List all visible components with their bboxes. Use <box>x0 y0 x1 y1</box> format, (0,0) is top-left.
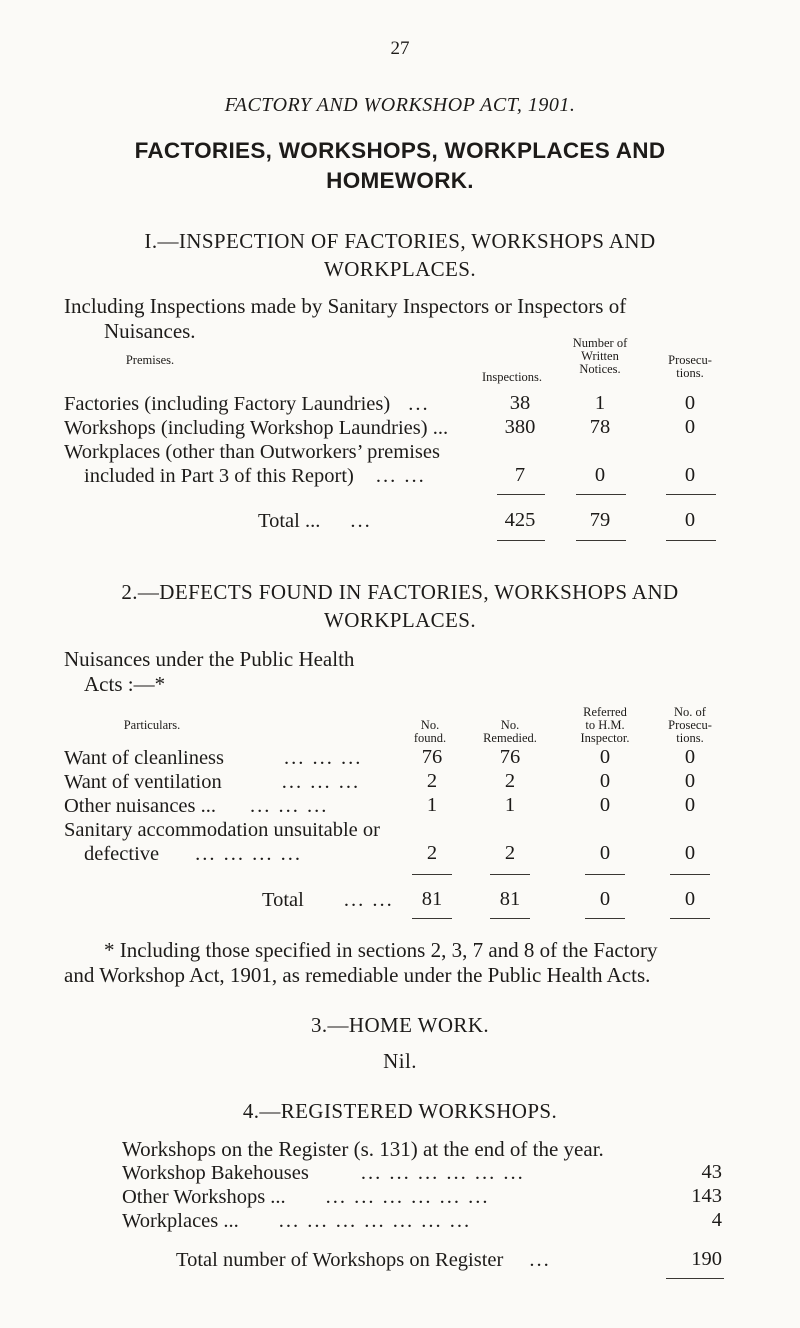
col-inspections: Inspections. <box>481 370 543 384</box>
section2-intro <box>64 647 424 697</box>
s2-row-sanitary-label: Sanitary accommodation unsuitable or <box>64 819 380 841</box>
s2-row-ventilation-remedied: 2 <box>504 770 516 792</box>
section2-heading <box>0 578 800 634</box>
s2-row-other-text: Other nuisances ... <box>64 795 216 817</box>
footnote-line2: and Workshop Act, 1901, as remediable under the Public Health Acts. <box>64 963 651 987</box>
s2-rule-found-top <box>412 874 452 875</box>
s1-total-label <box>258 509 372 533</box>
col-written: Written <box>581 349 619 363</box>
running-head: FACTORY AND WORKSHOP ACT, 1901. <box>224 94 576 116</box>
s4-total-label <box>176 1248 551 1272</box>
s4-row-other-value: 143 <box>691 1185 722 1207</box>
section2-intro-line1: Nuisances under the Public Health <box>64 647 355 671</box>
s2-row-ventilation-referred: 0 <box>599 770 611 792</box>
col-referred-2: to H.M. <box>585 718 625 732</box>
s2-row-sanitary-text2: defective <box>84 843 160 865</box>
s2-row-sanitary-referred: 0 <box>599 842 611 864</box>
s2-row-cleanliness-found: 76 <box>421 746 443 768</box>
s2-row-other-remedied: 1 <box>504 794 516 816</box>
col-remedied <box>470 719 550 745</box>
s2-total-text: Total <box>262 889 304 911</box>
s2-rule-prosecutions-top <box>670 874 710 875</box>
s1-total-prosecutions: 0 <box>684 509 696 531</box>
section2-heading-line2: WORKPLACES. <box>324 608 476 632</box>
s1-rule-notices-top <box>576 494 626 495</box>
s1-row-workplaces-inspections: 7 <box>514 464 526 486</box>
col-written-notices <box>550 337 650 376</box>
s4-total-text: Total number of Workshops on Register <box>176 1249 504 1271</box>
s2-total-leader: ... ... <box>343 889 394 911</box>
col-prosecutions-2: tions. <box>676 366 704 380</box>
s2-row-ventilation-found: 2 <box>426 770 438 792</box>
s1-row-factories-label <box>64 392 430 416</box>
s2-row-other-label <box>64 794 328 818</box>
s1-total-notices: 79 <box>589 509 611 531</box>
s2-row-ventilation-label <box>64 770 360 794</box>
s4-total-rule <box>666 1278 724 1279</box>
s2-rule-found-bottom <box>412 918 452 919</box>
s2-row-cleanliness-label <box>64 746 362 770</box>
s2-rule-remedied-bottom <box>490 918 530 919</box>
s2-rule-remedied-top <box>490 874 530 875</box>
s2-row-sanitary-leader: ... ... ... ... <box>195 843 302 865</box>
s1-row-factories-leader: ... <box>408 393 430 415</box>
s1-row-workplaces-label2 <box>84 464 426 488</box>
s1-rule-inspections-bottom <box>497 540 545 541</box>
s1-row-workplaces-notices: 0 <box>594 464 606 486</box>
col-s2-prosecutions-3: tions. <box>676 731 704 745</box>
s1-rule-notices-bottom <box>576 540 626 541</box>
col-notices: Notices. <box>579 362 621 376</box>
s2-row-cleanliness-text: Want of cleanliness <box>64 747 225 769</box>
main-title <box>0 136 800 196</box>
col-referred-1: Referred <box>583 705 627 719</box>
s4-row-workplaces-label <box>122 1209 471 1233</box>
col-prosecutions <box>650 354 730 380</box>
s1-row-factories-notices: 1 <box>594 392 606 414</box>
s4-row-bakehouses-label <box>122 1161 525 1185</box>
s2-row-cleanliness-remedied: 76 <box>499 746 521 768</box>
section2-footnote <box>64 938 754 988</box>
s2-row-ventilation-prosecutions: 0 <box>684 770 696 792</box>
col-found-2: found. <box>413 731 447 745</box>
s1-row-workshops-label: Workshops (including Workshop Laundries) ... <box>64 417 449 439</box>
section2-heading-line1: 2.—DEFECTS FOUND IN FACTORIES, WORKSHOPS AND <box>121 580 679 604</box>
s2-row-sanitary-label2 <box>84 842 302 866</box>
page-number: 27 <box>390 38 410 59</box>
s2-total-label <box>262 888 394 912</box>
s4-row-bakehouses-leader: ... ... ... ... ... ... <box>360 1162 525 1184</box>
s1-total-text: Total ... <box>258 510 321 532</box>
section2-intro-line2: Acts :—* <box>84 672 166 696</box>
col-remedied-1: No. <box>500 718 520 732</box>
s1-rule-inspections-top <box>497 494 545 495</box>
s4-row-other-label <box>122 1185 490 1209</box>
s4-total-leader: ... <box>529 1249 551 1271</box>
s2-total-found: 81 <box>421 888 443 910</box>
section1-heading <box>0 227 800 283</box>
s2-row-sanitary-remedied: 2 <box>504 842 516 864</box>
s1-row-factories-prosecutions: 0 <box>684 392 696 414</box>
s2-total-referred: 0 <box>599 888 611 910</box>
s4-row-bakehouses-value: 43 <box>701 1161 722 1183</box>
s4-row-workplaces-text: Workplaces ... <box>122 1210 239 1232</box>
s1-rule-prosecutions-top <box>666 494 716 495</box>
s1-row-workshops-prosecutions: 0 <box>684 416 696 438</box>
s2-row-other-found: 1 <box>426 794 438 816</box>
col-number-of: Number of <box>572 336 628 350</box>
s2-row-ventilation-text: Want of ventilation <box>64 771 222 793</box>
col-remedied-2: Remedied. <box>483 731 537 745</box>
section3-heading: 3.—HOME WORK. <box>310 1013 490 1037</box>
col-s2-prosecutions <box>650 706 730 745</box>
s4-row-workplaces-leader: ... ... ... ... ... ... ... <box>278 1210 472 1232</box>
s1-total-inspections: 425 <box>504 509 536 531</box>
s2-total-prosecutions: 0 <box>684 888 696 910</box>
main-title-line2: HOMEWORK. <box>326 168 474 193</box>
col-s2-prosecutions-2: Prosecu- <box>668 718 712 732</box>
s1-row-workshops-notices: 78 <box>589 416 611 438</box>
section1-heading-line1: I.—INSPECTION OF FACTORIES, WORKSHOPS AND <box>144 229 656 253</box>
col-found <box>400 719 460 745</box>
footnote-line1: * Including those specified in sections 2, 3, 7 and 8 of the Factory <box>104 938 658 962</box>
s2-row-other-leader: ... ... ... <box>250 795 329 817</box>
s2-row-cleanliness-prosecutions: 0 <box>684 746 696 768</box>
s2-row-sanitary-prosecutions: 0 <box>684 842 696 864</box>
col-s2-prosecutions-1: No. of <box>674 705 706 719</box>
col-referred-3: Inspector. <box>580 731 630 745</box>
col-particulars: Particulars. <box>123 718 181 732</box>
s2-row-cleanliness-referred: 0 <box>599 746 611 768</box>
s2-row-ventilation-leader: ... ... ... <box>281 771 361 793</box>
s1-rule-prosecutions-bottom <box>666 540 716 541</box>
s4-row-bakehouses-text: Workshop Bakehouses <box>122 1162 309 1184</box>
col-found-1: No. <box>420 718 440 732</box>
s4-total-value: 190 <box>691 1248 722 1270</box>
s1-row-workplaces-text2: included in Part 3 of this Report) <box>84 465 354 487</box>
section1-heading-line2: WORKPLACES. <box>324 257 476 281</box>
s1-row-workplaces-prosecutions: 0 <box>684 464 696 486</box>
section1-intro-line1: Including Inspections made by Sanitary Inspectors or Inspectors of <box>64 294 627 318</box>
s2-total-remedied: 81 <box>499 888 521 910</box>
s4-row-other-text: Other Workshops ... <box>122 1186 286 1208</box>
s4-row-other-leader: ... ... ... ... ... ... <box>325 1186 490 1208</box>
section3-value: Nil. <box>383 1049 417 1073</box>
s2-rule-referred-bottom <box>585 918 625 919</box>
s1-row-workplaces-leader: ... ... <box>375 465 426 487</box>
s2-rule-prosecutions-bottom <box>670 918 710 919</box>
col-referred <box>560 706 650 745</box>
s1-row-factories-text: Factories (including Factory Laundries) <box>64 393 391 415</box>
col-premises: Premises. <box>125 353 175 367</box>
s2-rule-referred-top <box>585 874 625 875</box>
s2-row-sanitary-found: 2 <box>426 842 438 864</box>
s1-total-leader: ... <box>350 510 372 532</box>
s1-row-factories-inspections: 38 <box>509 392 531 414</box>
section4-intro: Workshops on the Register (s. 131) at the end of the year. <box>122 1137 604 1161</box>
s1-row-workplaces-label: Workplaces (other than Outworkers’ premises <box>64 441 440 463</box>
s2-row-cleanliness-leader: ... ... ... <box>284 747 363 769</box>
section1-intro-line2: Nuisances. <box>104 319 196 343</box>
s4-row-workplaces-value: 4 <box>711 1209 722 1231</box>
section4-heading: 4.—REGISTERED WORKSHOPS. <box>242 1099 558 1123</box>
s1-row-workshops-inspections: 380 <box>504 416 536 438</box>
s2-row-other-prosecutions: 0 <box>684 794 696 816</box>
main-title-line1: FACTORIES, WORKSHOPS, WORKPLACES AND <box>134 138 666 163</box>
s2-row-other-referred: 0 <box>599 794 611 816</box>
col-prosecutions-1: Prosecu- <box>668 353 712 367</box>
